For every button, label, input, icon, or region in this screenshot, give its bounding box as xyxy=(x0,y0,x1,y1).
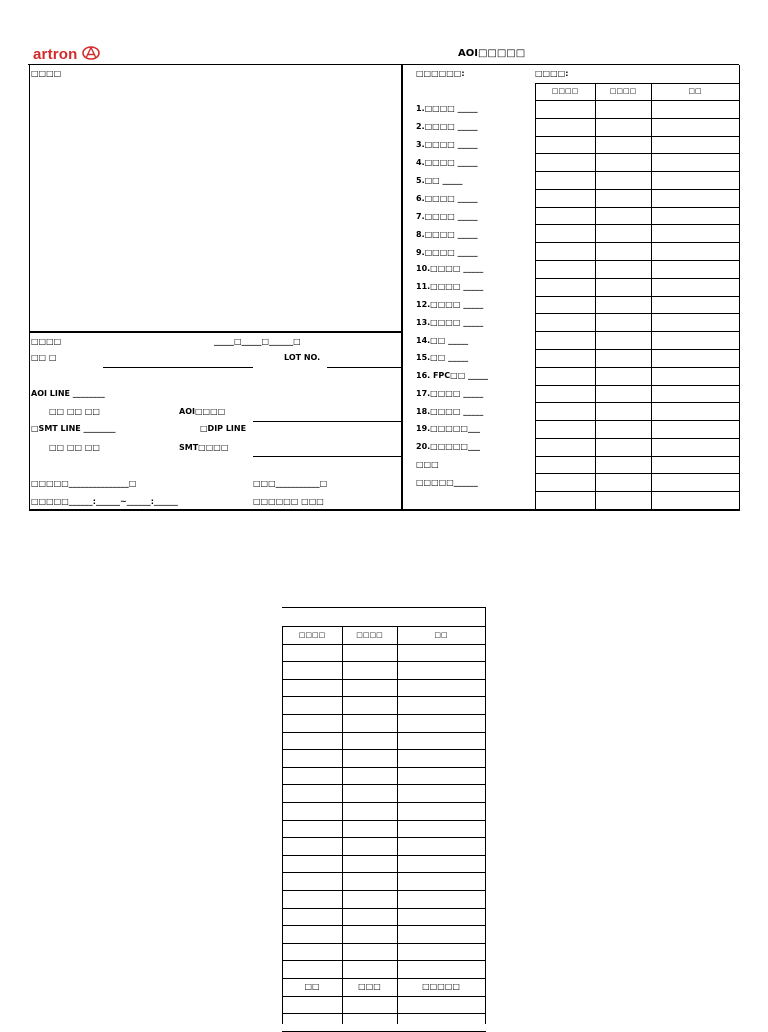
table-row-line xyxy=(282,960,486,961)
table-row-line xyxy=(535,189,740,190)
defect-item: 20.□□□□□___ xyxy=(416,442,480,451)
table-row-line xyxy=(535,100,740,101)
table-row-line xyxy=(282,714,486,715)
table-header-cell: □□□□ xyxy=(356,631,383,639)
defect-item: 6.□□□□ _____ xyxy=(416,194,478,203)
table-row-line xyxy=(282,767,486,768)
defect-item: 3.□□□□ _____ xyxy=(416,140,478,149)
defect-item: 8.□□□□ _____ xyxy=(416,230,478,239)
table-column-line xyxy=(485,607,486,626)
lot-label: LOT NO. xyxy=(284,353,321,362)
table-row-line xyxy=(535,278,740,279)
defect-item: 15.□□ _____ xyxy=(416,353,469,362)
table-row-line xyxy=(282,1013,486,1014)
table-header-cell: □□□□ xyxy=(298,631,326,639)
table-row-line xyxy=(535,171,740,172)
defect-item: 2.□□□□ _____ xyxy=(416,122,478,131)
table-row-line xyxy=(282,820,486,821)
table-column-line xyxy=(485,626,486,1024)
aoi-right-field[interactable] xyxy=(253,421,401,422)
defect-item: 11.□□□□ _____ xyxy=(416,282,484,291)
defect-item: 19.□□□□□___ xyxy=(416,424,480,433)
table-row-line xyxy=(535,296,740,297)
left-top-label: □□□□ xyxy=(31,69,62,78)
table-footer-cell: □□□□□ xyxy=(422,982,460,991)
table-row-line xyxy=(535,313,740,314)
table-column-line xyxy=(342,626,343,1024)
table-row-line xyxy=(282,696,486,697)
form-frame xyxy=(29,65,740,511)
model-field[interactable] xyxy=(103,367,253,368)
defect-item: 14.□□ _____ xyxy=(416,336,469,345)
aoi-line-options[interactable]: □□ □□ □□ xyxy=(49,407,100,416)
table-row-line xyxy=(282,855,486,856)
table-header-cell: □□ xyxy=(688,87,702,95)
table-footer-cell: □□□ xyxy=(358,982,381,991)
lot-field[interactable] xyxy=(327,367,401,368)
table-row-line xyxy=(535,402,740,403)
smt-right-field[interactable] xyxy=(253,456,401,457)
table-row-line xyxy=(535,136,740,137)
record-header: □□□□: xyxy=(535,69,569,78)
table-row-line xyxy=(535,260,740,261)
table-row-line xyxy=(282,784,486,785)
quantity-row: □□□___________□ xyxy=(253,479,328,488)
defect-header: □□□□□□: xyxy=(416,69,465,78)
table-column-line xyxy=(595,83,596,509)
form-divider xyxy=(401,65,403,510)
table-row-line xyxy=(282,943,486,944)
defect-item: 12.□□□□ _____ xyxy=(416,300,484,309)
defect-item: 7.□□□□ _____ xyxy=(416,212,478,221)
smt-line-options[interactable]: □□ □□ □□ xyxy=(49,443,100,452)
table-row-line xyxy=(535,385,740,386)
table-row-line xyxy=(282,925,486,926)
model-label: □□ □ xyxy=(31,353,57,362)
defect-item: □□□□□______ xyxy=(416,478,478,487)
table-row-line xyxy=(282,978,486,979)
table-row-line xyxy=(535,491,740,492)
table-row-line xyxy=(535,473,740,474)
result-row[interactable]: □□□□□□ □□□ xyxy=(253,497,324,506)
table-row-line xyxy=(282,872,486,873)
table-column-line xyxy=(651,83,652,509)
smt-line-label[interactable]: □SMT LINE ________ xyxy=(31,424,116,433)
table-row-line xyxy=(282,908,486,909)
table-row-line xyxy=(282,802,486,803)
table-row-line xyxy=(535,349,740,350)
defect-item: □□□ xyxy=(416,460,439,469)
smt-right-label: SMT□□□□ xyxy=(179,443,229,452)
table-column-line xyxy=(282,626,283,1024)
table-column-line xyxy=(535,83,536,509)
dip-line-label[interactable]: □DIP LINE xyxy=(200,424,247,433)
page-title: AOI□□□□□ xyxy=(458,48,526,59)
table-row-line xyxy=(535,118,740,119)
table-row-line xyxy=(535,456,740,457)
inspector-row: □□□□□_______________□ xyxy=(31,479,137,488)
table-column-line xyxy=(739,83,740,509)
table-row-line xyxy=(282,626,486,627)
table-footer-cell: □□ xyxy=(304,982,320,991)
table-row-line xyxy=(282,679,486,680)
table-row-line xyxy=(282,996,486,997)
defect-item: 16. FPC□□ _____ xyxy=(416,371,489,380)
table-row-line xyxy=(535,207,740,208)
table-column-line xyxy=(397,626,398,1024)
table-row-line xyxy=(535,242,740,243)
artron-logo xyxy=(33,46,100,63)
defect-item: 9.□□□□ _____ xyxy=(416,248,478,257)
table-header-cell: □□□□ xyxy=(551,87,579,95)
date-label: □□□□ xyxy=(31,337,62,346)
table-row-line xyxy=(535,153,740,154)
defect-item: 4.□□□□ _____ xyxy=(416,158,478,167)
defect-item: 18.□□□□ _____ xyxy=(416,407,484,416)
defect-item: 13.□□□□ _____ xyxy=(416,318,484,327)
aoi-line-label: AOI LINE ________ xyxy=(31,389,105,398)
table-row-line xyxy=(282,890,486,891)
table-row-line xyxy=(282,749,486,750)
defect-item: 1.□□□□ _____ xyxy=(416,104,478,113)
defect-item: 17.□□□□ _____ xyxy=(416,389,484,398)
table-row-line xyxy=(282,644,486,645)
table-border xyxy=(535,83,740,84)
defect-item: 5.□□ _____ xyxy=(416,176,463,185)
table-border xyxy=(282,607,486,608)
table-row-line xyxy=(282,661,486,662)
artron-emblem-icon xyxy=(82,46,100,60)
date-value: _____□_____□______□ xyxy=(214,337,301,346)
table-row-line xyxy=(282,732,486,733)
table-row-line xyxy=(535,420,740,421)
time-row: □□□□□______:______~______:______ xyxy=(31,497,178,506)
table-header-cell: □□□□ xyxy=(609,87,637,95)
brand-name: artron xyxy=(33,46,78,63)
defect-item: 10.□□□□ _____ xyxy=(416,264,484,273)
table-row-line xyxy=(535,331,740,332)
table-row-line xyxy=(535,438,740,439)
left-section-divider xyxy=(29,331,402,333)
table-row-line xyxy=(535,367,740,368)
aoi-right-label: AOI□□□□ xyxy=(179,407,226,416)
table-row-line xyxy=(535,224,740,225)
table-row-line xyxy=(282,837,486,838)
table-header-cell: □□ xyxy=(434,631,448,639)
